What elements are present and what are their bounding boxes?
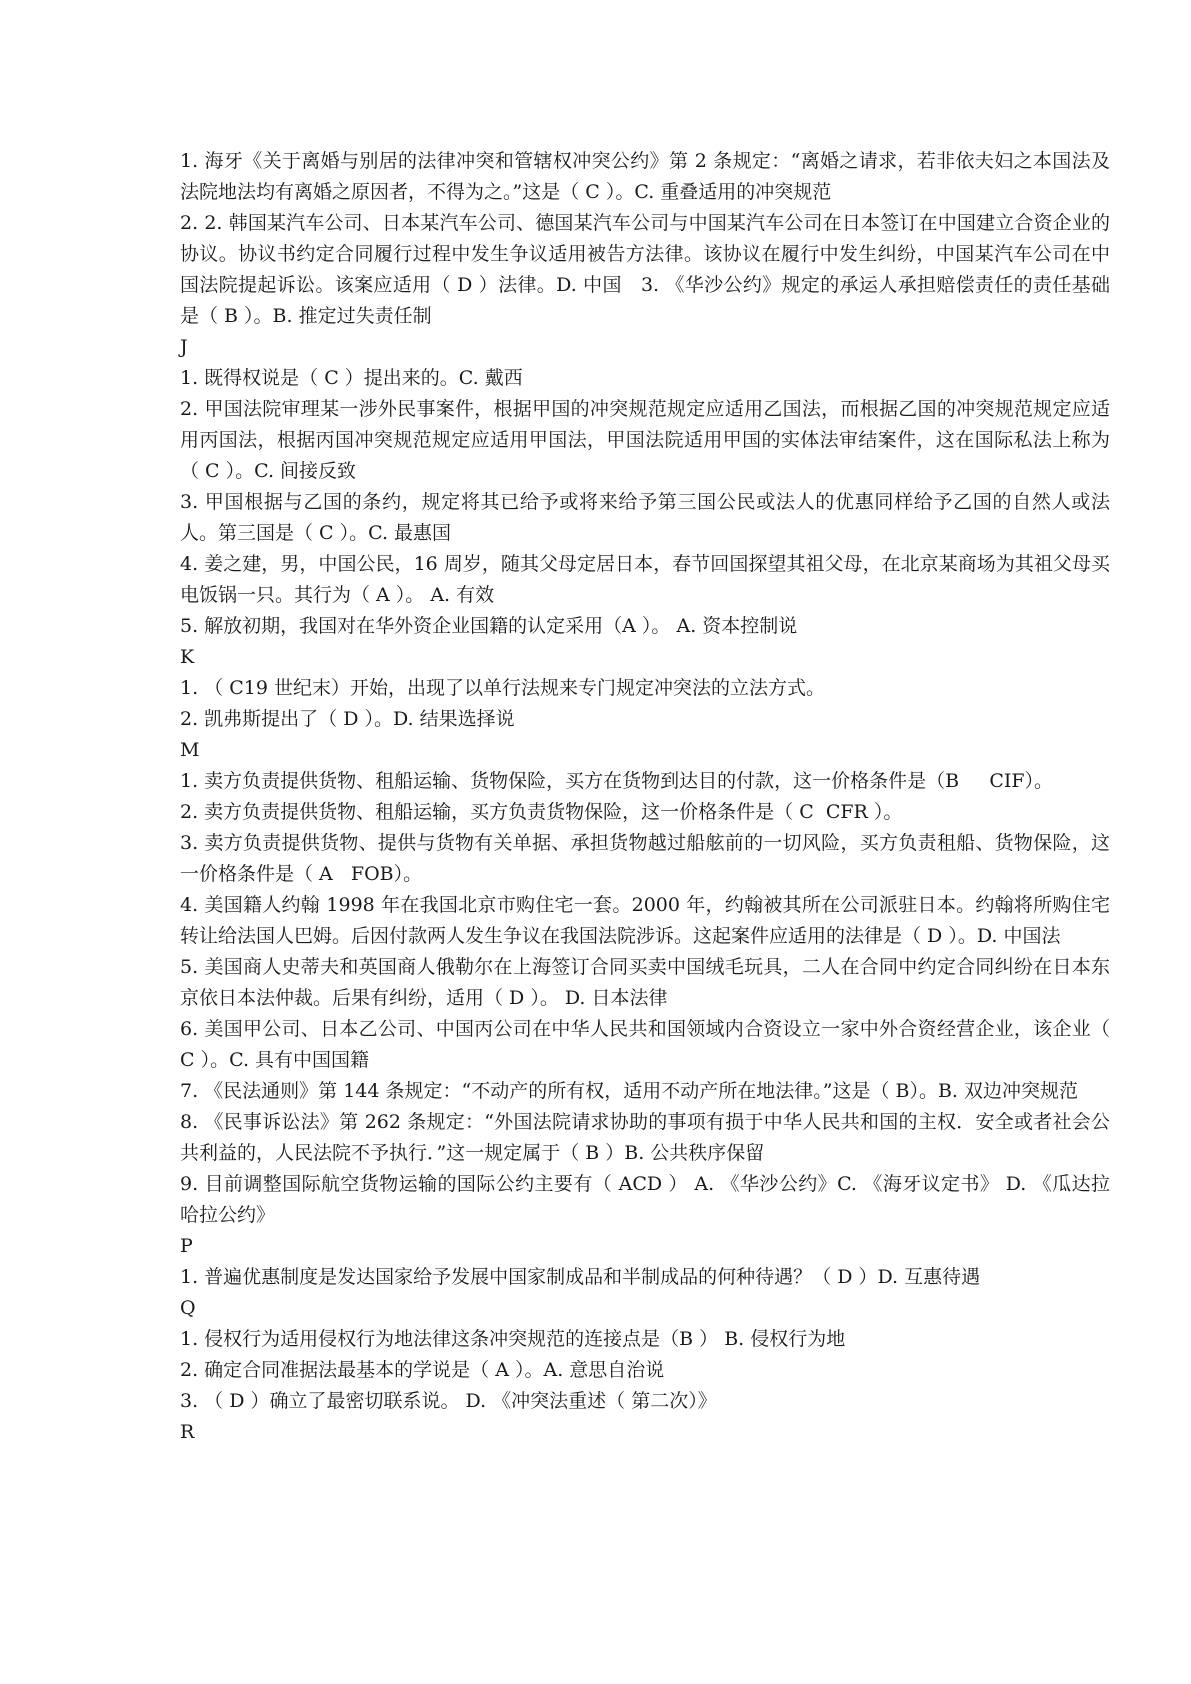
paragraph: M	[180, 739, 200, 761]
paragraph: R	[180, 1421, 195, 1443]
paragraph: 4. 美国籍人约翰 1998 年在我国北京市购住宅一套。2000 年，约翰被其所在公司派驻日本。约翰将所购住宅转让给法国人巴姆。后因付款两人发生争议在我国法院涉诉。这起案件应适用的法律是（ D ）。D. 中国法	[180, 894, 1110, 947]
paragraph: 5. 美国商人史蒂夫和英国商人俄勒尔在上海签订合同买卖中国绒毛玩具，二人在合同中约定合同纠纷在日本东京依日本法仲裁。后果有纠纷，适用（ D ）。 D. 日本法律	[180, 956, 1110, 1009]
paragraph: 2. 确定合同准据法最基本的学说是（ A ）。A. 意思自治说	[180, 1359, 665, 1381]
paragraph: 2. 2. 韩国某汽车公司、日本某汽车公司、德国某汽车公司与中国某汽车公司在日本签订在中国建立合资企业的协议。协议书约定合同履行过程中发生争议适用被告方法律。该协议在履行中发生纠纷，中国某汽车公司在中国法院提起诉讼。该案应适用（ D ）法律。D. 中国 3. 《华沙公约》规定的承运人承担赔偿责任的责任基础是（ B ）。B. 推定过失责任制	[180, 212, 1110, 327]
paragraph: 1. （ C19 世纪末）开始，出现了以单行法规来专门规定冲突法的立法方式。	[180, 677, 825, 699]
paragraph: 3. （ D ）确立了最密切联系说。 D. 《冲突法重述（ 第二次）》	[180, 1390, 717, 1412]
paragraph: P	[180, 1235, 193, 1257]
paragraph: 1. 侵权行为适用侵权行为地法律这条冲突规范的连接点是（B ） B. 侵权行为地	[180, 1328, 846, 1350]
paragraph: 4. 姜之建，男，中国公民，16 周岁，随其父母定居日本，春节回国探望其祖父母，在北京某商场为其祖父母买电饭锅一只。其行为（ A ）。 A. 有效	[180, 553, 1110, 606]
paragraph: 1. 海牙《关于离婚与别居的法律冲突和管辖权冲突公约》第 2 条规定：“离婚之请求，若非依夫妇之本国法及法院地法均有离婚之原因者，不得为之。”这是（ C ）。C. 重叠适用的冲突规范	[180, 150, 1110, 203]
paragraph: 3. 甲国根据与乙国的条约，规定将其已给予或将来给予第三国公民或法人的优惠同样给予乙国的自然人或法人。第三国是（ C ）。C. 最惠国	[180, 491, 1110, 544]
paragraph: 1. 既得权说是（ C ）提出来的。C. 戴西	[180, 367, 523, 389]
paragraph: 6. 美国甲公司、日本乙公司、中国丙公司在中华人民共和国领域内合资设立一家中外合资经营企业，该企业（ C ）。C. 具有中国国籍	[180, 1018, 1117, 1071]
paragraph: J	[180, 336, 188, 358]
paragraph: 9. 目前调整国际航空货物运输的国际公约主要有（ ACD ） A. 《华沙公约》C. 《海牙议定书》 D. 《瓜达拉哈拉公约》	[180, 1173, 1110, 1226]
document-body	[180, 146, 1117, 1448]
paragraph: K	[180, 646, 195, 668]
paragraph: 2. 凯弗斯提出了（ D ）。D. 结果选择说	[180, 708, 515, 730]
paragraph: 8. 《民事诉讼法》第 262 条规定：“外国法院请求协助的事项有损于中华人民共和国的主权．安全或者社会公共利益的，人民法院不予执行．”这一规定属于（ B ）B. 公共秩序保留	[180, 1111, 1110, 1164]
paragraph: 5. 解放初期，我国对在华外资企业国籍的认定采用（A ）。 A. 资本控制说	[180, 615, 798, 637]
paragraph: 3. 卖方负责提供货物、提供与货物有关单据、承担货物越过船舷前的一切风险，买方负责租船、货物保险，这一价格条件是（ A FOB）。	[180, 832, 1110, 885]
paragraph: Q	[180, 1297, 196, 1319]
paragraph: 2. 卖方负责提供货物、租船运输，买方负责货物保险，这一价格条件是（ C CFR ）。	[180, 801, 903, 823]
paragraph: 2. 甲国法院审理某一涉外民事案件，根据甲国的冲突规范规定应适用乙国法，而根据乙国的冲突规范规定应适用丙国法，根据丙国冲突规范规定应适用甲国法，甲国法院适用甲国的实体法审结案件，这在国际私法上称为（ C ）。C. 间接反致	[180, 398, 1110, 482]
paragraph: 7. 《民法通则》第 144 条规定：“不动产的所有权，适用不动产所在地法律。”这是（ B）。B. 双边冲突规范	[180, 1080, 1078, 1102]
paragraph: 1. 普遍优惠制度是发达国家给予发展中国家制成品和半制成品的何种待遇？（ D ）D. 互惠待遇	[180, 1266, 981, 1288]
paragraph: 1. 卖方负责提供货物、租船运输、货物保险，买方在货物到达目的付款，这一价格条件是（B CIF）。	[180, 770, 1054, 792]
